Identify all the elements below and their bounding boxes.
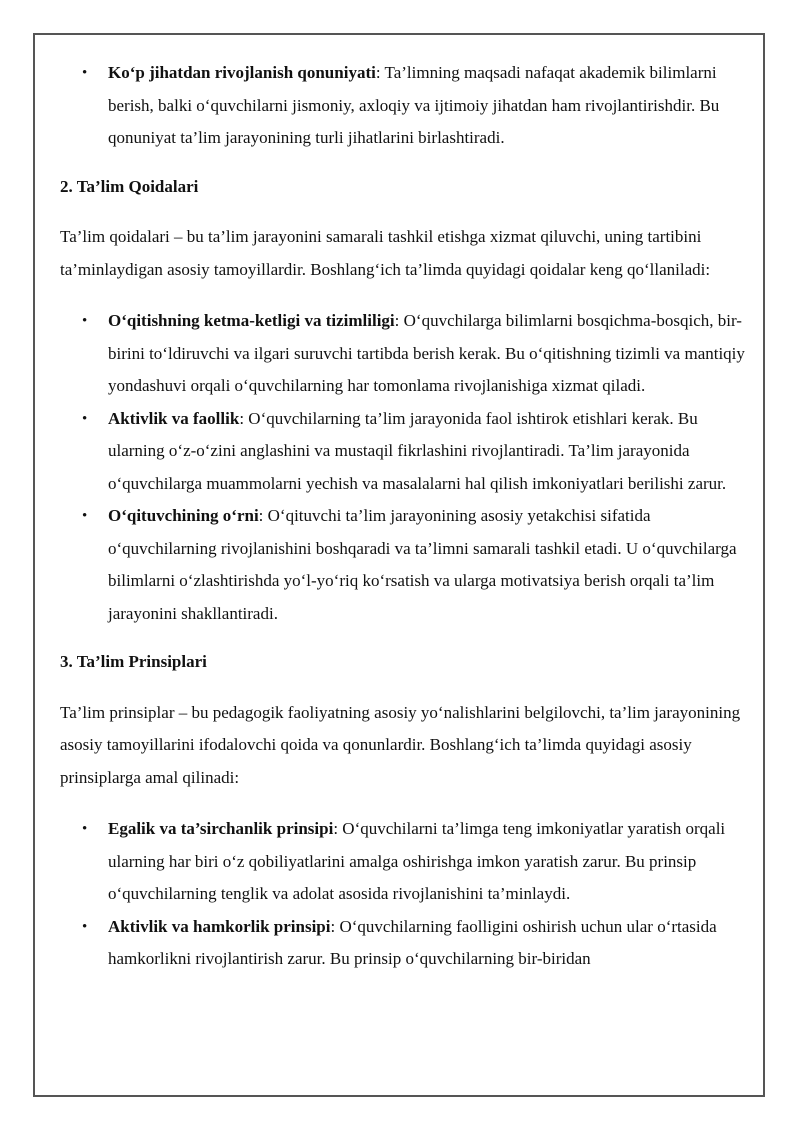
list-section1	[60, 57, 750, 155]
section-heading: 2. Ta’lim Qoidalari	[60, 176, 199, 196]
item-term: Aktivlik va faollik	[108, 408, 240, 428]
item-text: : O‘quvchilarga bilimlarni bosqichma-bosqich, bir-birini to‘ldiruvchi va ilgari suruvchi tartibda berish kerak. Bu o‘qitishning tizimli va mantiqiy yondashuvi orqali o‘quvchilarning har tomonlama rivojlanishiga xizmat qiladi.	[108, 311, 745, 395]
page-content	[60, 57, 750, 976]
item-text: : O‘quvchilarning faolligini oshirish uchun ular o‘rtasida hamkorlikni rivojlantirish zarur. Bu prinsip o‘quvchilarning bir-biridan	[108, 916, 717, 968]
list-item	[60, 813, 750, 911]
list-section2	[60, 305, 750, 630]
section-heading: 3. Ta’lim Prinsiplari	[60, 652, 207, 671]
list-item	[60, 403, 750, 501]
bullet-icon: •	[82, 313, 88, 329]
section-intro: Ta’lim qoidalari – bu ta’lim jarayonini samarali tashkil etishga xizmat qiluvchi, uning tartibini ta’minlaydigan asosiy tamoyillardir. Boshlang‘ich ta’limda quyidagi qoidalar keng qo‘llaniladi:	[60, 227, 711, 279]
item-term: Egalik va ta’sirchanlik prinsipi	[108, 819, 334, 838]
bullet-icon: •	[82, 821, 88, 837]
item-text: : O‘qituvchi ta’lim jarayonining asosiy yetakchisi sifatida o‘quvchilarning rivojlanishini boshqaradi va ta’limni samarali tashkil etadi. U o‘quvchilarga bilimlarni o‘zlashtirishda yo‘l-yo‘riq ko‘rsatish va ularga motivatsiya berish orqali ta’lim jarayonini shakllantiradi.	[108, 506, 737, 623]
item-text: : O‘quvchilarni ta’limga teng imkoniyatlar yaratish orqali ularning har biri o‘z qobiliyatlarini amalga oshirishga imkon yaratish zarur. Bu prinsip o‘quvchilarning tenglik va adolat asosida rivojlanishini ta’minlaydi.	[108, 819, 726, 903]
bullet-icon: •	[82, 65, 88, 81]
section-intro: Ta’lim prinsiplar – bu pedagogik faoliyatning asosiy yo‘nalishlarini belgilovchi, ta’lim jarayonining asosiy tamoyillarini ifodalovchi qoida va qonunlardir. Boshlang‘ich ta’limda quyidagi asosiy prinsiplarga amal qilinadi:	[60, 702, 741, 787]
list-item	[60, 911, 750, 976]
list-section3	[60, 813, 750, 976]
list-item	[60, 500, 750, 630]
bullet-icon: •	[82, 410, 88, 427]
item-text: : Ta’limning maqsadi nafaqat akademik bilimlarni berish, balki o‘quvchilarni jismoniy, axloqiy va ijtimoiy jihatdan ham rivojlantirishdir. Bu qonuniyat ta’lim jarayonining turli jihatlarini birlashtiradi.	[108, 63, 720, 147]
document-page	[33, 33, 765, 1097]
list-item	[60, 57, 750, 155]
item-text: : O‘quvchilarning ta’lim jarayonida faol ishtirok etishlari kerak. Bu ularning o‘z-o‘zini anglashini va mustaqil fikrlashini rivojlantiradi. Ta’lim jarayonida o‘quvchilarga muammolarni yechish va masalalarni hal qilish imkoniyatlari berilishi zarur.	[108, 408, 727, 493]
bullet-icon: •	[82, 508, 88, 524]
list-item	[60, 305, 750, 403]
bullet-icon: •	[82, 918, 88, 935]
item-term: Aktivlik va hamkorlik prinsipi	[108, 916, 331, 936]
item-term: O‘qituvchining o‘rni	[108, 506, 259, 525]
item-term: O‘qitishning ketma-ketligi va tizimliligi	[108, 311, 395, 330]
item-term: Ko‘p jihatdan rivojlanish qonuniyati	[108, 63, 376, 82]
